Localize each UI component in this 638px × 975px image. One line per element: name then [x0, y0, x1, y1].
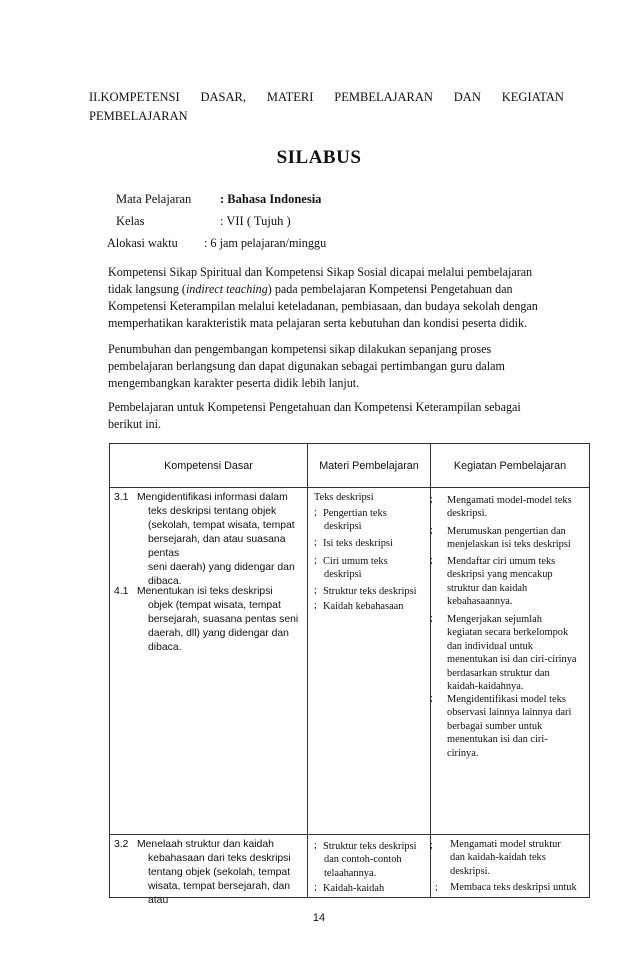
kegiatan-item: [447, 613, 577, 693]
kegiatan-line: berdasarkan struktur dan: [447, 667, 550, 679]
kd-text: [137, 491, 307, 589]
text-run: ) pada pembelajaran Kompetensi Pengetahuan dan: [267, 282, 513, 296]
bullet-icon: ;: [314, 600, 317, 611]
kd-line: (sekolah, tempat wisata, tempat: [148, 520, 295, 531]
paragraph-2: [108, 341, 564, 392]
meta-mapel-label: Mata Pelajaran: [116, 192, 192, 206]
materi-heading: Teks deskripsi: [314, 492, 374, 503]
text-run: tidak langsung (: [108, 282, 186, 296]
materi-line: Pengertian teks: [323, 508, 387, 519]
materi-line: Ciri umum teks: [323, 556, 388, 567]
bullet-icon: ;: [430, 693, 433, 704]
materi-line: deskripsi: [324, 569, 362, 581]
bullet-icon: ;: [430, 555, 433, 566]
heading-word: II.KOMPETENSI: [89, 90, 180, 104]
kegiatan-line: kegiatan secara berkelompok: [447, 627, 569, 639]
kd-line: Menelaah struktur dan kaidah: [137, 839, 274, 850]
kd-line: wisata, tempat bersejarah, dan atau: [148, 881, 291, 906]
materi-line: dan contoh-contoh: [324, 854, 402, 866]
header-kegiatan: Kegiatan Pembelajaran: [453, 460, 567, 472]
kd-number: 3.1: [114, 492, 129, 503]
paragraph-line: memperhatikan karakteristik mata pelajaran serta kebutuhan dan kondisi peserta didik.: [108, 316, 528, 330]
table-divider: [110, 834, 589, 835]
kd-line: dibaca.: [148, 642, 182, 653]
header-materi: Materi Pembelajaran: [319, 460, 419, 472]
kd-line: teks deskripsi tentang objek: [148, 506, 277, 517]
page-number: 14: [312, 912, 326, 924]
kegiatan-item: [447, 494, 572, 521]
kegiatan-line: Mengamati model-model teks: [447, 495, 572, 506]
kegiatan-item: [447, 525, 571, 552]
paragraph-3: [108, 399, 564, 433]
materi-item: Kaidah-kaidah: [323, 883, 385, 894]
paragraph-line: pembelajaran berlangsung dan dapat digunakan sebagai pertimbangan guru dalam: [108, 359, 505, 373]
kegiatan-line: Mendaftar ciri umum teks: [447, 556, 556, 567]
bullet-icon: ;: [314, 585, 317, 596]
kd-line: dibaca.: [148, 576, 182, 587]
meta-kelas-label: Kelas: [116, 214, 145, 228]
bullet-icon: ;: [314, 882, 317, 893]
heading-word: PEMBELAJARAN: [334, 90, 433, 104]
meta-kelas: [116, 214, 516, 234]
table-divider: [110, 487, 589, 488]
heading-word: DASAR,: [200, 90, 246, 104]
kegiatan-line: menentukan isi dan ciri-cirinya: [447, 654, 577, 666]
kd-line: seni daerah) yang didengar dan: [148, 562, 295, 573]
kegiatan-item: [450, 838, 561, 878]
materi-item: [323, 840, 417, 880]
kd-line: bersejarah, suasana pentas seni: [148, 614, 299, 625]
bullet-icon: ;: [435, 882, 438, 893]
kegiatan-line: dan kaidah-kaidah teks: [450, 852, 546, 864]
kegiatan-line: Mengamati model struktur: [450, 839, 561, 850]
materi-line: deskripsi: [324, 521, 362, 533]
kd-number: 4.1: [114, 586, 129, 597]
kd-line: kebahasaan dari teks deskripsi: [148, 853, 291, 864]
section-heading-line2: PEMBELAJARAN: [89, 109, 188, 123]
bullet-icon: ;: [314, 840, 317, 851]
bullet-icon: ;: [314, 555, 317, 566]
kd-text: [137, 838, 307, 908]
meta-alokasi-value: : 6 jam pelajaran/minggu: [204, 236, 327, 250]
kd-text: [137, 585, 307, 655]
meta-mapel: [116, 192, 516, 212]
paragraph-line: [108, 281, 564, 298]
kegiatan-line: dan individual untuk: [447, 640, 534, 652]
meta-alokasi: [107, 236, 507, 256]
meta-mapel-value: : Bahasa Indonesia: [220, 192, 322, 206]
table-divider: [307, 444, 308, 897]
paragraph-1: [108, 264, 564, 332]
kegiatan-line: menentukan isi dan ciri-: [447, 734, 548, 746]
kd-line: Mengidentifikasi informasi dalam: [137, 492, 288, 503]
kd-line: objek (tempat wisata, tempat: [148, 600, 281, 611]
materi-item: [323, 507, 387, 534]
kegiatan-line: observasi lainnya lainnya dari: [447, 707, 572, 719]
meta-kelas-value: : VII ( Tujuh ): [220, 214, 291, 228]
kegiatan-line: menjelaskan isi teks deskripsi: [447, 539, 571, 551]
syllabus-table: [109, 443, 590, 906]
kd-number: 3.2: [114, 839, 129, 850]
bullet-icon: ;: [430, 613, 433, 624]
materi-item: Kaidah kebahasaan: [323, 601, 404, 612]
kd-line: daerah, dll) yang didengar dan: [148, 628, 289, 639]
kegiatan-line: Mengidentifikasi model teks: [447, 694, 566, 705]
kegiatan-item: [447, 693, 571, 760]
materi-item: Isi teks deskripsi: [323, 538, 393, 549]
kd-line: tentang objek (sekolah, tempat: [148, 867, 291, 878]
meta-alokasi-label: Alokasi waktu: [107, 236, 178, 250]
paragraph-line: Pembelajaran untuk Kompetensi Pengetahuan dan Kompetensi Keterampilan sebagai: [108, 400, 521, 414]
kegiatan-item: Membaca teks deskripsi untuk: [450, 882, 577, 893]
kegiatan-line: deskripsi yang mencakup: [447, 569, 553, 581]
kegiatan-line: deskripsi.: [450, 865, 491, 877]
kegiatan-line: kaidah-kaidahnya.: [447, 681, 524, 693]
kegiatan-line: deskripsi.: [447, 508, 488, 520]
paragraph-line: mengembangkan karakter peserta didik lebih lanjut.: [108, 376, 360, 390]
section-heading-line1: [89, 88, 564, 107]
italic-term: indirect teaching: [185, 282, 268, 296]
page-title: SILABUS: [276, 147, 362, 168]
kegiatan-line: Mengerjakan sejumlah: [447, 614, 542, 625]
paragraph-line: berikut ini.: [108, 417, 162, 431]
kd-line: Menentukan isi teks deskripsi: [137, 586, 273, 597]
kegiatan-item: [447, 555, 555, 609]
materi-line: telaahannya.: [324, 867, 377, 879]
kegiatan-line: cirinya.: [447, 747, 479, 759]
materi-item: [323, 555, 388, 582]
kegiatan-line: berbagai sumber untuk: [447, 720, 543, 732]
bullet-icon: ;: [430, 494, 433, 505]
table-divider: [430, 444, 431, 897]
header-kompetensi-dasar: Kompetensi Dasar: [164, 460, 253, 472]
kegiatan-line: struktur dan kaidah: [447, 582, 528, 594]
heading-word: MATERI: [266, 90, 314, 104]
paragraph-line: Kompetensi Keterampilan melalui keteladanan, pembiasaan, dan budaya sekolah dengan: [108, 299, 538, 313]
paragraph-line: Penumbuhan dan pengembangan kompetensi sikap dilakukan sepanjang proses: [108, 342, 492, 356]
kegiatan-line: kebahasaannya.: [447, 596, 513, 608]
bullet-icon: ;: [314, 537, 317, 548]
materi-item: Struktur teks deskripsi: [323, 586, 417, 597]
kegiatan-line: Merumuskan pengertian dan: [447, 526, 566, 537]
bullet-icon: ;: [430, 840, 433, 851]
paragraph-line: Kompetensi Sikap Spiritual dan Kompetensi Sikap Sosial dicapai melalui pembelajaran: [108, 265, 533, 279]
bullet-icon: ;: [430, 525, 433, 536]
kd-line: bersejarah, dan atau suasana pentas: [148, 534, 286, 559]
heading-word: DAN: [453, 90, 481, 104]
materi-line: Struktur teks deskripsi: [323, 841, 417, 852]
bullet-icon: ;: [314, 507, 317, 518]
heading-word: KEGIATAN: [501, 90, 564, 104]
section-heading: [89, 88, 564, 126]
